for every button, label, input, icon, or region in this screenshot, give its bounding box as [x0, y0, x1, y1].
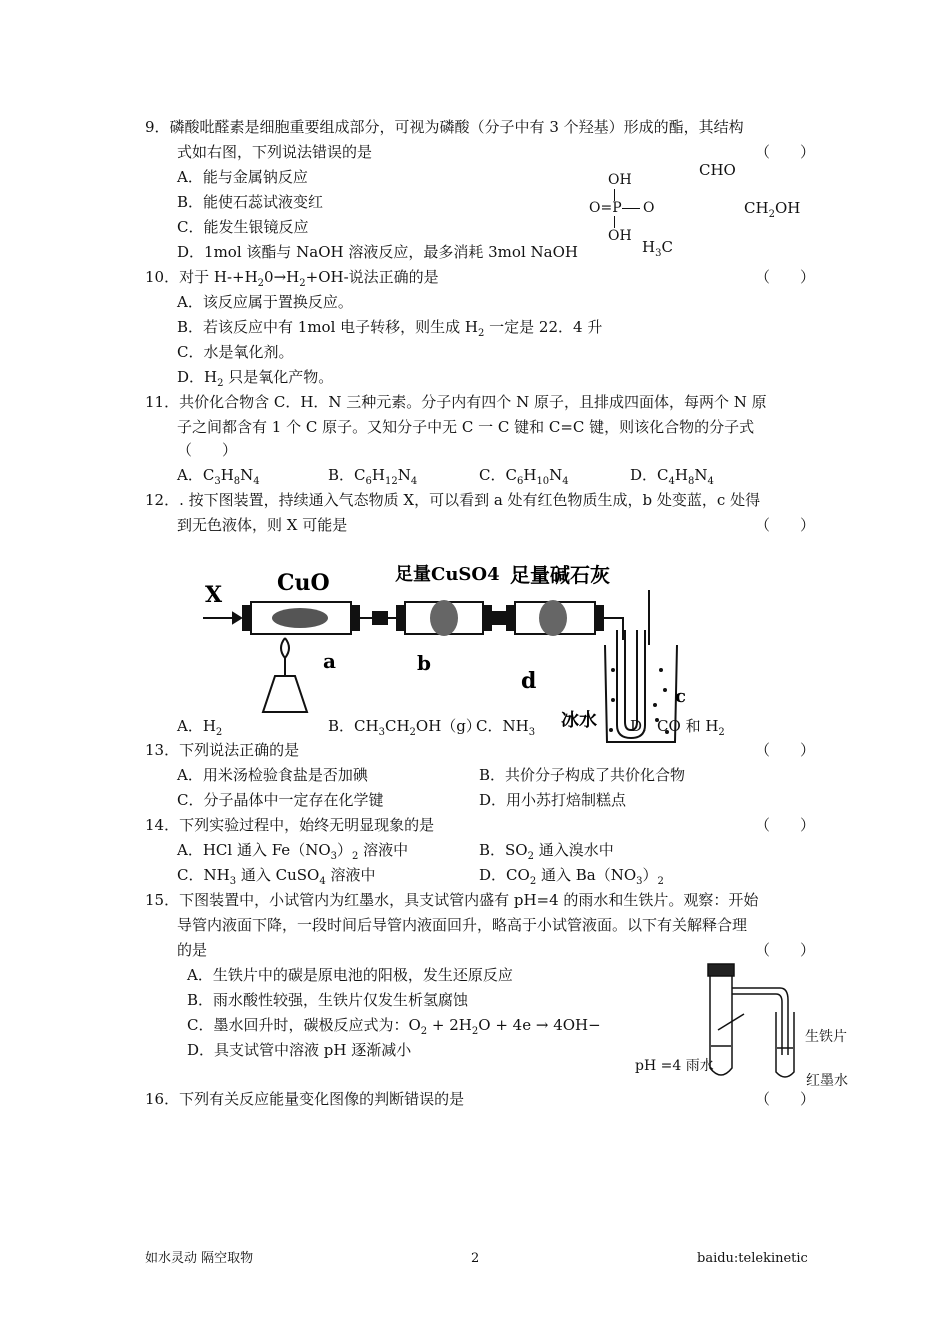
q11-option-a: [177, 466, 260, 487]
q15-option-d: D．具支试管中溶液 pH 逐渐减小: [187, 1041, 412, 1059]
q10-option-d-pre: D．H: [177, 368, 218, 386]
q11-d-4: N: [694, 466, 708, 484]
q11-c-5: 4: [562, 476, 569, 487]
q12-answer-paren: （ ）: [755, 516, 816, 534]
q10-minus2: -: [343, 268, 349, 286]
q12-alcohol-lamp: [263, 676, 307, 712]
q11-a-3: 8: [233, 476, 241, 487]
q12-tube3-stopper-left: [507, 606, 515, 630]
q12-label-cuo: CuO: [277, 570, 330, 596]
q10-option-b-post: 一定是 22．4 升: [484, 318, 603, 336]
q12-label-d: d: [521, 668, 537, 694]
q9-struct-cho: CHO: [699, 161, 736, 179]
q10-option-d: [177, 368, 334, 389]
q10-option-b-pre: B．若该反应中有 1mol 电子转移，则生成 H: [177, 318, 479, 336]
q11-a-5: 4: [253, 476, 260, 487]
q11-b-5: 4: [410, 476, 418, 487]
q14-d-3: 3: [636, 876, 643, 887]
q10-tail: 说法正确的是: [348, 268, 439, 286]
q14-c-2: 通入 CuSO: [236, 866, 320, 884]
q11-d-5: 4: [707, 476, 714, 487]
q12-cuo-solid: [272, 608, 328, 628]
q15-c-1: 2: [420, 1026, 428, 1037]
q14-c-1: 3: [229, 876, 237, 887]
q12-stem-line2: 到无色液体，则 X 可能是: [177, 516, 348, 534]
q14-a-3: 2: [352, 851, 359, 862]
q15-stem-line1: 15．下图装置中，小试管内为红墨水，具支试管内盛有 pH=4 的雨水和生铁片。观察：开始: [145, 891, 759, 909]
q12-option-a: [177, 717, 223, 738]
q10-option-b: [177, 318, 603, 339]
q9-struct-oh-top: OH: [608, 172, 632, 188]
q14-option-d: [479, 866, 664, 887]
q15-c-5: −: [588, 1016, 601, 1034]
q15-answer-paren: （ ）: [755, 941, 816, 959]
q11-answer-paren: （ ）: [177, 441, 238, 459]
q12-label-x: X: [205, 582, 223, 608]
q11-option-d: [630, 466, 714, 487]
q15-small-test-tube: [776, 1012, 794, 1077]
q12-sodalime-solid: [539, 600, 567, 636]
q12-label-sodalime: 足量碱石灰: [510, 563, 610, 587]
q12-label-b: b: [417, 651, 431, 675]
q15-stem-line2: 导管内液面下降，一段时间后导管内液面回升，略高于小试管液面。以下有关解释合理: [177, 916, 748, 934]
q12-d-0: D．CO 和 H: [630, 717, 719, 735]
q12-rubber-joint-1: [373, 612, 387, 624]
q12-label-icewater: 冰水: [561, 710, 597, 731]
q14-a-1: 3: [330, 851, 337, 862]
q11-d-1: 4: [668, 476, 675, 487]
q10-option-c: C．水是氧化剂。: [177, 343, 294, 361]
q14-d-2: 通入 Ba（NO: [536, 866, 637, 884]
q9-option-c: C．能发生银镜反应: [177, 218, 309, 236]
q15-stopper: [708, 964, 734, 976]
footer-left: 如水灵动 隔空取物: [145, 1251, 254, 1266]
q10-option-d-sub: 2: [217, 378, 224, 389]
q16-stem: 16．下列有关反应能量变化图像的判断错误的是: [145, 1090, 465, 1108]
q13-answer-paren: （ ）: [755, 741, 816, 759]
q11-c-2: H: [523, 466, 537, 484]
q12-u-tube-inner: [625, 630, 637, 730]
q12-d-1: 2: [718, 727, 725, 738]
q11-b-2: H: [371, 466, 385, 484]
q13-option-c: C．分子晶体中一定存在化学键: [177, 791, 384, 809]
footer-right: baidu:telekinetic: [697, 1251, 808, 1266]
q14-d-0: D．CO: [479, 866, 530, 884]
q14-b-0: B．SO: [479, 841, 528, 859]
q12-tube3-stopper-right: [595, 606, 603, 630]
q9-option-d: D．1mol 该酯与 NaOH 溶液反应，最多消耗 3mol NaOH: [177, 243, 578, 261]
q11-d-3: 8: [687, 476, 695, 487]
q15-delivery-tube-inner: [776, 994, 782, 1055]
q12-label-cuso4: 足量CuSO4: [395, 564, 500, 585]
q9-option-a: A．能与金属钠反应: [177, 168, 308, 186]
q15-c-0: C．墨水回升时，碳极反应式为：O: [187, 1016, 421, 1034]
q9-struct-h3c-c: C: [661, 238, 673, 256]
q14-stem: 14．下列实验过程中，始终无明显现象的是: [145, 816, 435, 834]
q11-b-3: 12: [384, 476, 398, 487]
q14-a-0: A．HCl 通入 Fe（NO: [177, 841, 331, 859]
q14-b-1: 2: [527, 851, 534, 862]
q12-tube2-stopper-left: [397, 606, 405, 630]
q15-iron-strip: [718, 1014, 744, 1030]
q12-b-0: B．CH: [328, 717, 379, 735]
q14-c-3: 4: [319, 876, 326, 887]
q11-b-0: B．C: [328, 466, 366, 484]
q12-b-3: 2: [409, 727, 416, 738]
q11-a-0: A．C: [177, 466, 215, 484]
q12-option-c: [476, 717, 536, 738]
q10-stem: [145, 268, 439, 289]
q9-answer-paren: （ ）: [755, 143, 816, 161]
q11-c-4: N: [549, 466, 563, 484]
q13-option-b: B．共价分子构成了共价化合物: [479, 766, 686, 784]
q16-answer-paren: （ ）: [755, 1090, 816, 1108]
q9-struct-ch2oh-sub: 2: [768, 209, 775, 220]
q15-stem-line3: 的是: [177, 941, 208, 959]
q11-a-4: N: [240, 466, 254, 484]
q10-post: +OH: [305, 268, 344, 286]
q11-a-1: 3: [214, 476, 221, 487]
q10-sub2: 2: [299, 278, 306, 289]
q11-a-2: H: [220, 466, 234, 484]
q14-c-0: C．NH: [177, 866, 230, 884]
q14-option-b: [479, 841, 614, 862]
q9-struct-oh-bottom: OH: [608, 228, 632, 244]
q12-option-b: [328, 717, 481, 738]
q12-inlet-arrowhead: [233, 613, 241, 623]
q13-stem: 13．下列说法正确的是: [145, 741, 300, 759]
q11-d-0: D．C: [630, 466, 669, 484]
q10-option-b-sub: 2: [478, 328, 485, 339]
q13-option-d: D．用小苏打焙制糕点: [479, 791, 627, 809]
q14-d-1: 2: [529, 876, 537, 887]
q9-struct-h3c: [642, 238, 673, 259]
q14-b-2: 通入溴水中: [533, 841, 614, 859]
q14-answer-paren: （ ）: [755, 816, 816, 834]
q10-pre: 10．对于 H: [145, 268, 227, 286]
q9-struct-ch2oh: [744, 199, 801, 220]
q15-option-a: A．生铁片中的碳是原电池的阳极，发生还原反应: [187, 966, 513, 984]
q12-b-2: CH: [384, 717, 410, 735]
q15-label-iron: 生铁片: [805, 1029, 847, 1045]
q11-d-2: H: [674, 466, 688, 484]
q9-struct-ch2oh-oh: OH: [774, 199, 801, 217]
q12-rubber-joint-2: [493, 612, 505, 624]
q11-b-4: N: [397, 466, 411, 484]
q9-struct-h3c-sub: 3: [655, 248, 662, 259]
q9-struct-bond-bottom: [614, 216, 615, 228]
footer-page-number: 2: [471, 1251, 480, 1266]
q9-stem-line2: 式如右图，下列说法错误的是: [177, 143, 373, 161]
q9-struct-ch2oh-ch: CH: [744, 199, 769, 217]
q12-flame: [281, 638, 289, 658]
q10-plus1: +H: [232, 268, 258, 286]
q11-option-c: [479, 466, 569, 487]
q14-d-4: ）: [642, 866, 658, 884]
q12-tube1-stopper-left: [243, 606, 251, 630]
q10-sub1: 2: [257, 278, 265, 289]
q9-struct-bond-right: [622, 208, 640, 209]
q15-option-b: B．雨水酸性较强，生铁片仅发生析氢腐蚀: [187, 991, 469, 1009]
q15-c-3: 2: [471, 1026, 479, 1037]
q12-c-sub: 3: [528, 727, 536, 738]
q12-label-c: c: [675, 686, 686, 707]
q12-a-sub: 2: [215, 727, 223, 738]
q9-struct-op: O=P: [589, 200, 622, 216]
q14-d-5: 2: [657, 876, 664, 887]
q11-stem-line1: 11．共价化合物含 C．H．N 三种元素。分子内有四个 N 原子，且排成四面体，每两个 N 原: [145, 393, 767, 411]
q10-minus1: -: [226, 268, 233, 286]
q14-c-4: 溶液中: [325, 866, 376, 884]
q10-answer-paren: （ ）: [755, 268, 816, 286]
q15-c-2: + 2H: [427, 1016, 472, 1034]
q15-c-4: O + 4e → 4OH: [478, 1016, 589, 1034]
q14-a-4: 溶液中: [358, 841, 409, 859]
q12-stem-line1: 12．. 按下图装置，持续通入气态物质 X，可以看到 a 处有红色物质生成，b 处变蓝，c 处得: [145, 491, 761, 509]
q14-a-2: ）: [337, 841, 353, 859]
q15-apparatus-figure: [700, 960, 810, 1090]
q15-label-rain: pH =4 雨水: [635, 1058, 714, 1074]
q12-cuso4-solid: [430, 600, 458, 636]
q9-struct-h3c-h: H: [642, 238, 656, 256]
q12-b-1: 3: [378, 727, 385, 738]
q11-c-3: 10: [536, 476, 550, 487]
q12-c-pre: C．NH: [476, 717, 529, 735]
q10-option-a: A．该反应属于置换反应。: [177, 293, 353, 311]
q9-struct-o-right: O: [643, 200, 655, 216]
q12-label-a: a: [323, 649, 336, 673]
q13-option-a: A．用米汤检验食盐是否加碘: [177, 766, 368, 784]
q12-b-4: OH（g）: [415, 717, 481, 735]
q10-option-d-post: 只是氧化产物。: [223, 368, 334, 386]
q12-tube1-stopper-right: [351, 606, 359, 630]
q11-c-0: C．C: [479, 466, 517, 484]
q11-option-b: [328, 466, 418, 487]
q12-tube2-stopper-right: [483, 606, 491, 630]
q11-stem-line2: 子之间都含有 1 个 C 原子。又知分子中无 C 一 C 键和 C=C 键，则该化合物的分子式: [177, 418, 755, 436]
q15-option-c: [187, 1016, 601, 1037]
q10-mid: 0→H: [264, 268, 300, 286]
q12-option-d: [630, 717, 725, 738]
q12-outlet-tube: [603, 618, 623, 640]
q14-option-c: [177, 866, 376, 887]
q9-option-b: B．能使石蕊试液变红: [177, 193, 324, 211]
q9-stem-line1: 9．磷酸吡醛素是细胞重要组成部分，可视为磷酸（分子中有 3 个羟基）形成的酯，其结构: [145, 118, 744, 136]
q11-c-1: 6: [516, 476, 524, 487]
q12-a-pre: A．H: [177, 717, 216, 735]
q15-label-ink: 红墨水: [806, 1073, 848, 1089]
q14-option-a: [177, 841, 409, 862]
q11-b-1: 6: [365, 476, 372, 487]
